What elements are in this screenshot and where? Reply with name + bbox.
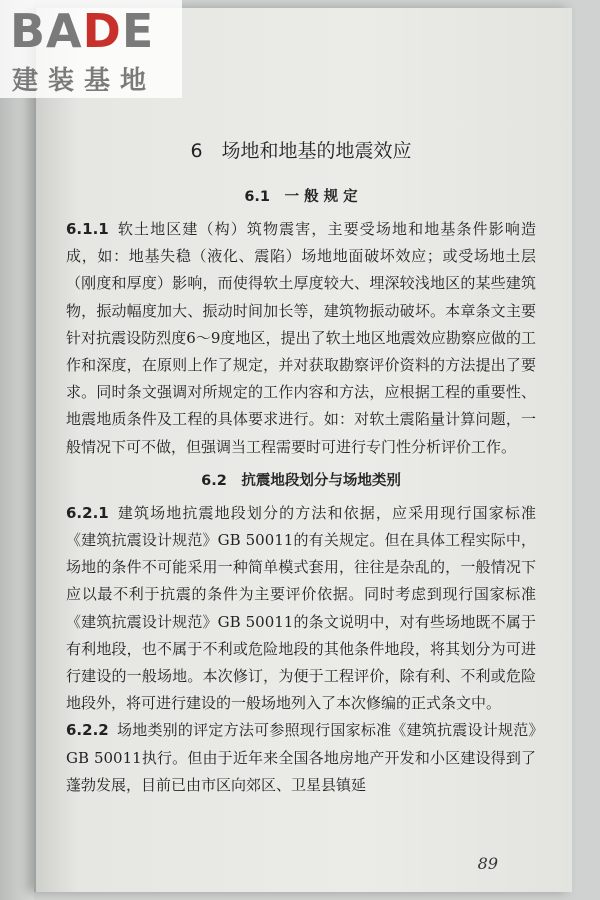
section-title-6-2: 6.2 抗震地段划分与场地类别 bbox=[201, 472, 401, 489]
section-title-6-1: 6.1 一 般 规 定 bbox=[244, 189, 358, 205]
clause-6-2-2 bbox=[66, 717, 536, 799]
clause-text: 场地类别的评定方法可参照现行国家标准《建筑抗震设计规范》GB 50011执行。但由于近年来全国各地房地产开发和小区建设得到了蓬勃发展，目前已由市区向郊区、卫星县镇延 bbox=[66, 721, 536, 794]
chapter-title: 6 场地和地基的地震效应 bbox=[190, 140, 412, 162]
logo-brand-prefix: BA bbox=[10, 4, 83, 58]
logo-subtitle: 建装基地 bbox=[12, 66, 157, 96]
watermark-logo bbox=[0, 0, 182, 98]
page-number: 89 bbox=[477, 854, 498, 873]
book-spine-shadow bbox=[0, 0, 34, 900]
page-content bbox=[66, 128, 536, 799]
clause-text: 软土地区建（构）筑物震害，主要受场地和地基条件影响造成，如：地基失稳（液化、震陷）场地地面破坏效应；或受场地土层（刚度和厚度）影响，而使得软土厚度较大、埋深较浅地区的某些建筑物，振动幅度加大、振动时间加长等，建筑物振动破坏。本章条文主要针对抗震设防烈度6～9度地区，提出了软土地区地震效应勘察应做的工作和深度，在原则上作了规定，并对获取勘察评价资料的方法提出了要求。同时条文强调对所规定的工作内容和方法，应根据工程的重要性、地震地质条件及工程的具体要求进行。如：对软土震陷量计算问题，一般情况下可不做，但强调当工程需要时可进行专门性分析评价工作。 bbox=[66, 220, 536, 456]
clause-6-2-1 bbox=[66, 500, 536, 718]
clause-number: 6.2.1 bbox=[66, 503, 109, 522]
clause-number: 6.2.2 bbox=[66, 721, 109, 740]
logo-brand bbox=[10, 4, 154, 58]
clause-number: 6.1.1 bbox=[66, 220, 109, 238]
logo-brand-suffix: E bbox=[121, 4, 155, 58]
clause-text: 建筑场地抗震地段划分的方法和依据，应采用现行国家标准《建筑抗震设计规范》GB 50011的有关规定。但在具体工程实际中，场地的条件不可能采用一种简单模式套用，往往是杂乱的，一般情况下应以最不利于抗震的条件为主要评价依据。同时考虑到现行国家标准《建筑抗震设计规范》GB 50011的条文说明中，对有些场地既不属于有利地段，也不属于不利或危险地段的其他条件地段，将其划分为可进行建设的一般场地。本次修订，为便于工程评价，除有利、不利或危险地段外，将可进行建设的一般场地列入了本次修编的正式条文中。 bbox=[66, 503, 536, 713]
clause-6-1-1 bbox=[66, 216, 536, 461]
logo-brand-accent: D bbox=[82, 4, 122, 58]
